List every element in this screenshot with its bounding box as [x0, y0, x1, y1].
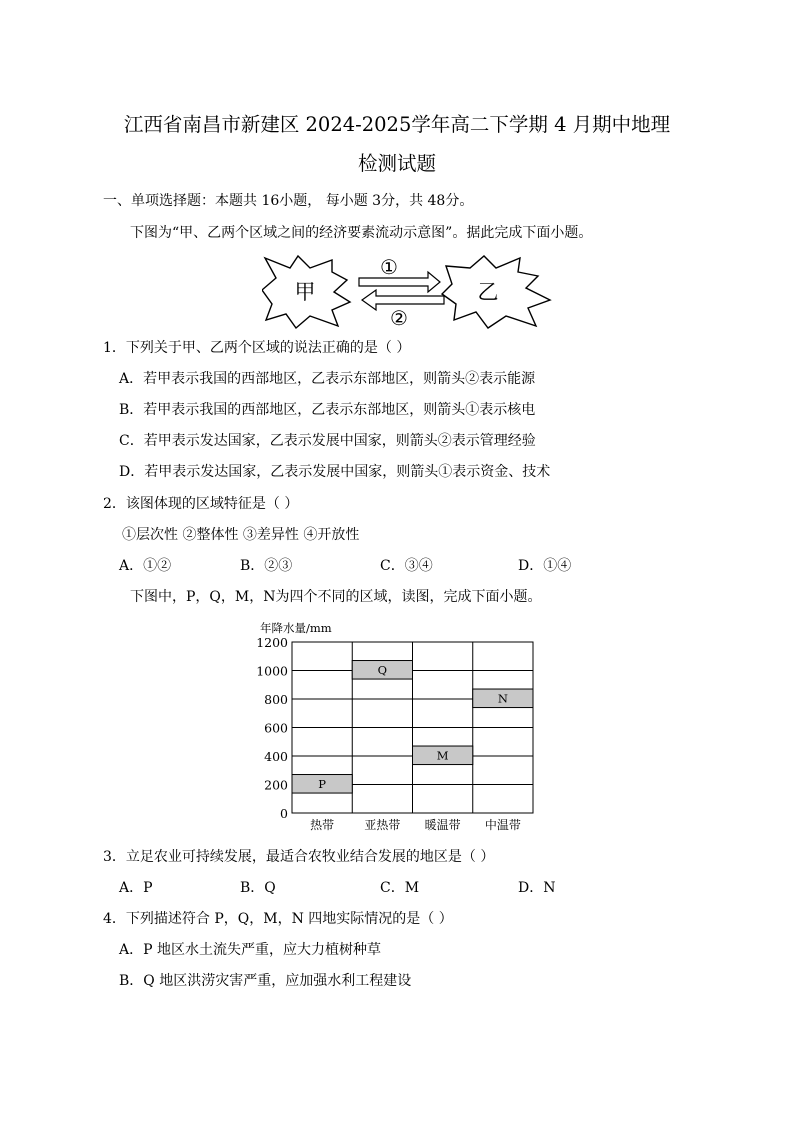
x-tick-label: 热带 [310, 818, 335, 832]
region-box-label: Q [377, 662, 388, 677]
arrow-1-label: ① [380, 255, 398, 279]
section-heading: 一、单项选择题：本题共 16小题， 每小题 3分，共 48分。 [103, 193, 474, 209]
q3-stem: 3．立足农业可持续发展，最适合农牧业结合发展的地区是（ ） [103, 849, 495, 865]
q3-option-b: B．Q [240, 880, 276, 896]
y-tick-label: 200 [264, 777, 288, 793]
region-box-label: M [436, 748, 449, 763]
region-jia-label: 甲 [294, 280, 316, 304]
y-tick-label: 600 [264, 720, 288, 736]
y-tick-label: 1000 [256, 663, 288, 679]
intro-paragraph-1: 下图为“甲、乙两个区域之间的经济要素流动示意图”。据此完成下面小题。 [130, 225, 593, 241]
q1-option-a: A．若甲表示我国的西部地区，乙表示东部地区，则箭头②表示能源 [119, 371, 536, 387]
q2-option-c: C．③④ [380, 558, 433, 574]
q2-option-d: D．①④ [518, 558, 572, 574]
arrow-2-label: ② [390, 306, 408, 330]
q4-option-b: B．Q 地区洪涝灾害严重，应加强水利工程建设 [119, 973, 412, 989]
q2-option-a: A．①② [119, 558, 172, 574]
x-tick-label: 暖温带 [424, 818, 461, 832]
y-tick-label: 400 [264, 749, 288, 764]
q1-option-b: B．若甲表示我国的西部地区，乙表示东部地区，则箭头①表示核电 [119, 402, 536, 418]
region-yi-label: 乙 [477, 280, 499, 304]
title-line-1: 江西省南昌市新建区 2024-2025学年高二下学期 4 月期中地理 [123, 113, 671, 136]
q3-option-a: A．P [119, 880, 153, 896]
intro-paragraph-2: 下图中，P，Q，M，N为四个不同的区域，读图，完成下面小题。 [130, 589, 542, 605]
y-tick-label: 1200 [256, 635, 288, 650]
q4-stem: 4．下列描述符合 P，Q，M，N 四地实际情况的是（ ） [103, 911, 453, 927]
region-box-label: P [318, 776, 326, 791]
q3-option-d: D．N [518, 880, 556, 896]
q3-option-c: C．M [380, 880, 420, 896]
q1-option-c: C．若甲表示发达国家，乙表示发展中国家，则箭头②表示管理经验 [119, 433, 536, 449]
q2-stem: 2．该图体现的区域特征是（ ） [103, 496, 299, 512]
q2-items: ①层次性 ②整体性 ③差异性 ④开放性 [122, 527, 360, 543]
q2-option-b: B．②③ [240, 558, 293, 574]
y-tick-label: 0 [280, 806, 288, 821]
q4-option-a: A．P 地区水土流失严重，应大力植树种草 [119, 942, 381, 958]
y-tick-label: 800 [264, 692, 288, 707]
q1-option-d: D．若甲表示发达国家，乙表示发展中国家，则箭头①表示资金、技术 [119, 464, 551, 480]
x-tick-label: 中温带 [484, 818, 521, 832]
title-line-2: 检测试题 [357, 152, 436, 175]
chart-y-axis-label: 年降水量/mm [260, 621, 332, 635]
region-box-label: N [497, 691, 508, 706]
q1-stem: 1．下列关于甲、乙两个区域的说法正确的是（ ） [103, 340, 411, 356]
x-tick-label: 亚热带 [364, 818, 401, 832]
